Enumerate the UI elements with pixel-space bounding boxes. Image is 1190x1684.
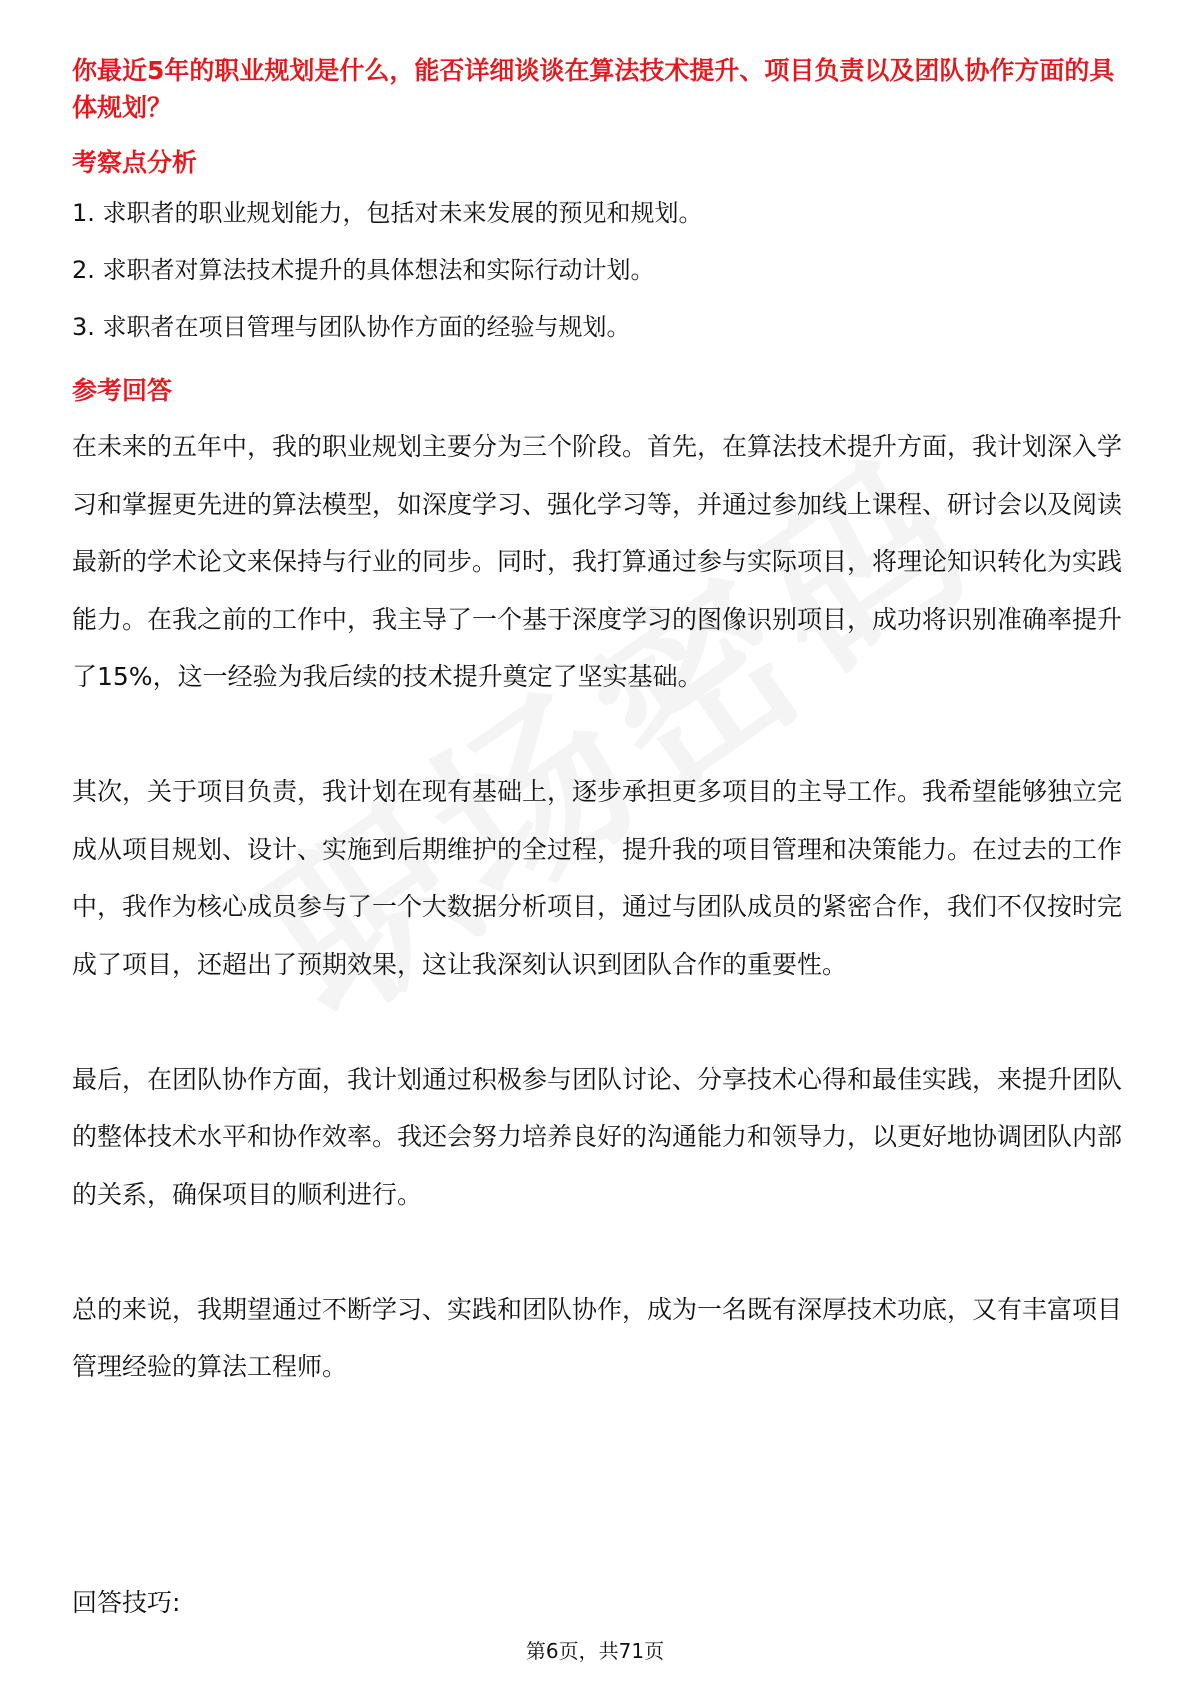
answer-body	[72, 418, 1122, 1396]
answer-paragraph: 总的来说，我期望通过不断学习、实践和团队协作，成为一名既有深厚技术功底，又有丰富项目管理经验的算法工程师。	[72, 1294, 1123, 1381]
analysis-point: 2. 求职者对算法技术提升的具体想法和实际行动计划。	[72, 256, 655, 284]
page-number: 第6页，共71页	[525, 1639, 665, 1663]
document-body	[72, 52, 1122, 1396]
answer-paragraph: 其次，关于项目负责，我计划在现有基础上，逐步承担更多项目的主导工作。我希望能够独立完成从项目规划、设计、实施到后期维护的全过程，提升我的项目管理和决策能力。在过去的工作中，我作为核心成员参与了一个大数据分析项目，通过与团队成员的紧密合作，我们不仅按时完成了项目，还超出了预期效果，这让我深刻认识到团队合作的重要性。	[72, 777, 1123, 979]
answer-paragraph: 最后，在团队协作方面，我计划通过积极参与团队讨论、分享技术心得和最佳实践，来提升团队的整体技术水平和协作效率。我还会努力培养良好的沟通能力和领导力，以更好地协调团队内部的关系，确保项目的顺利进行。	[72, 1064, 1123, 1209]
analysis-list	[72, 196, 1122, 344]
tips-label: 回答技巧:	[72, 1588, 181, 1617]
answer-paragraph: 在未来的五年中，我的职业规划主要分为三个阶段。首先，在算法技术提升方面，我计划深入学习和掌握更先进的算法模型，如深度学习、强化学习等，并通过参加线上课程、研讨会以及阅读最新的学术论文来保持与行业的同步。同时，我打算通过参与实际项目，将理论知识转化为实践能力。在我之前的工作中，我主导了一个基于深度学习的图像识别项目，成功将识别准确率提升了15%，这一经验为我后续的技术提升奠定了坚实基础。	[72, 432, 1123, 691]
question-heading: 你最近5年的职业规划是什么，能否详细谈谈在算法技术提升、项目负责以及团队协作方面的具体规划？	[72, 56, 1115, 122]
answer-heading: 参考回答	[72, 376, 173, 405]
analysis-point: 1. 求职者的职业规划能力，包括对未来发展的预见和规划。	[72, 199, 703, 227]
analysis-heading: 考察点分析	[72, 148, 198, 177]
analysis-point: 3. 求职者在项目管理与团队协作方面的经验与规划。	[72, 313, 631, 341]
